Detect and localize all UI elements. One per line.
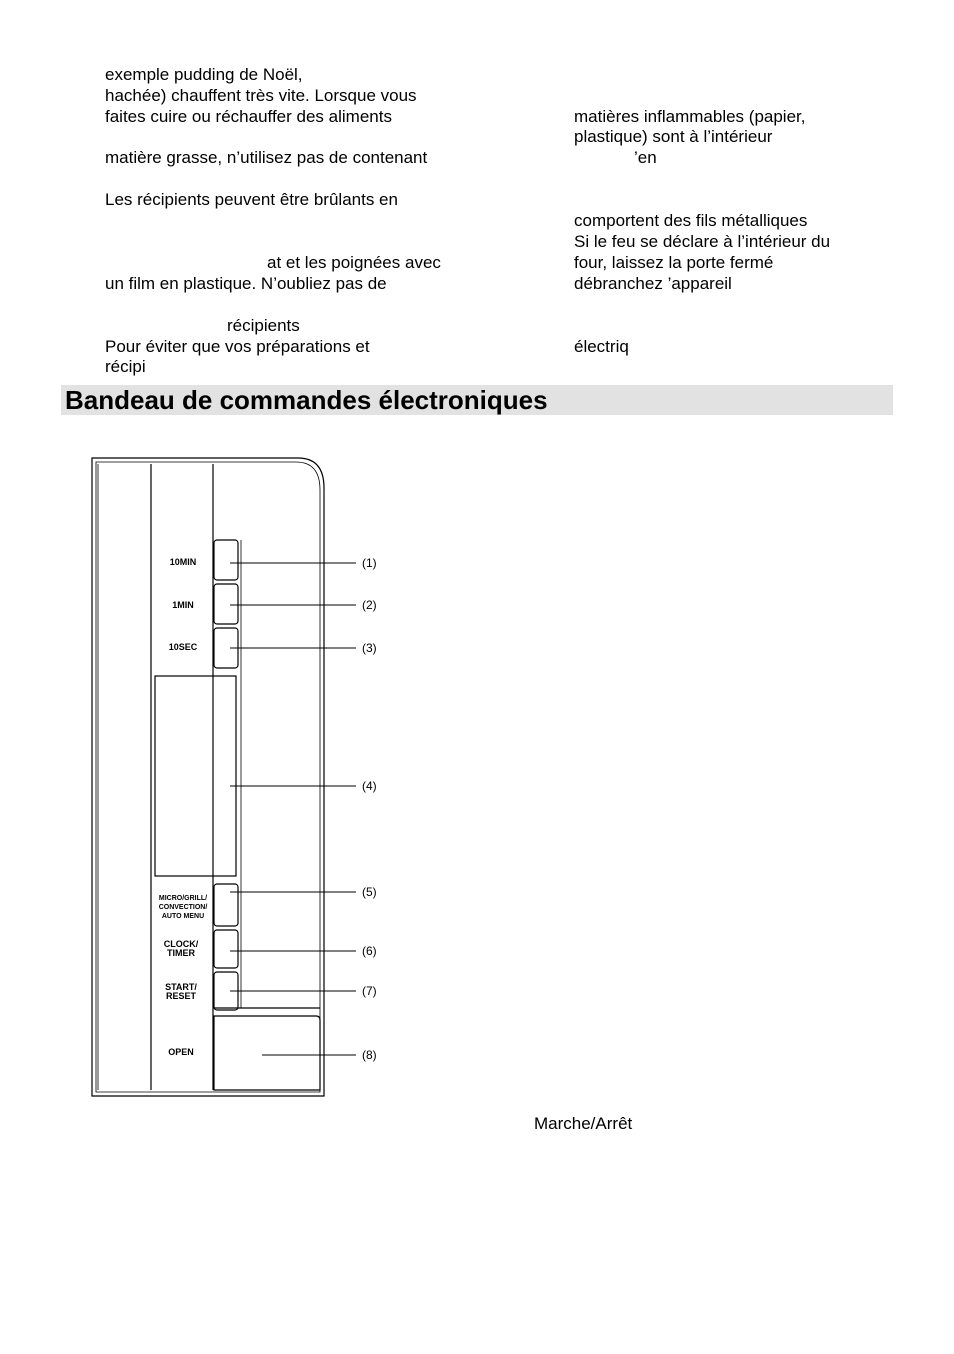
callout-number: (7) (362, 984, 377, 998)
label-mode: AUTO MENU (161, 913, 205, 920)
callout-number: (6) (362, 944, 377, 958)
callout-number: (5) (362, 885, 377, 899)
label-clock: CLOCK/ (163, 939, 199, 949)
callout-number: (3) (362, 641, 377, 655)
label-1min: 1MIN (172, 600, 194, 610)
button-10min (214, 540, 238, 580)
button-clock (214, 930, 238, 968)
label-mode: CONVECTION/ (158, 904, 208, 911)
panel-inner-outline (96, 462, 320, 1092)
button-open (214, 1016, 320, 1090)
body-text-line: hachée) chauffent très vite. Lorsque vous (105, 86, 417, 105)
button-mode (214, 884, 238, 926)
body-text-line: plastique) sont à l’intérieur (574, 127, 773, 146)
body-text-line: récipi (105, 357, 146, 376)
body-text-line: débranchez ’appareil (574, 274, 732, 293)
body-text-line: Si le feu se déclare à l’intérieur du (574, 232, 831, 251)
body-text-line: Marche/Arrêt (534, 1114, 633, 1133)
body-text-line: un film en plastique. N’oubliez pas de (105, 274, 387, 293)
body-text-line: électriq (574, 337, 629, 356)
body-text-line: Les récipients peuvent être brûlants en (105, 190, 398, 209)
label-10sec: 10SEC (168, 642, 198, 652)
label-mode: MICRO/GRILL/ (158, 895, 208, 902)
body-text-line: matière grasse, n’utilisez pas de contenant (105, 148, 428, 167)
label-start: RESET (165, 991, 197, 1001)
label-clock: TIMER (167, 948, 195, 958)
callout-number: (2) (362, 598, 377, 612)
body-text-line: exemple pudding de Noël, (105, 65, 303, 84)
body-text-line: faites cuire ou réchauffer des aliments (105, 107, 392, 126)
body-text-line: matières inflammables (papier, (574, 107, 806, 126)
callout-number: (8) (362, 1048, 377, 1062)
label-open: OPEN (168, 1047, 194, 1057)
display-window (155, 676, 236, 876)
button-1min (214, 584, 238, 624)
body-text-line: Pour éviter que vos préparations et (105, 337, 370, 356)
label-10min: 10MIN (169, 557, 197, 567)
callout-number: (4) (362, 779, 377, 793)
panel-outline (92, 458, 324, 1096)
callout-number: (1) (362, 556, 377, 570)
body-text-line: ’en (634, 148, 657, 167)
section-title: Bandeau de commandes électroniques (65, 385, 548, 415)
body-text-line: comportent des fils métalliques (574, 211, 808, 230)
body-text-line: at et les poignées avec (267, 253, 441, 272)
body-text-line: four, laissez la porte fermé (574, 253, 774, 272)
label-start: START/ (165, 982, 197, 992)
body-text-line: récipients (227, 316, 300, 335)
